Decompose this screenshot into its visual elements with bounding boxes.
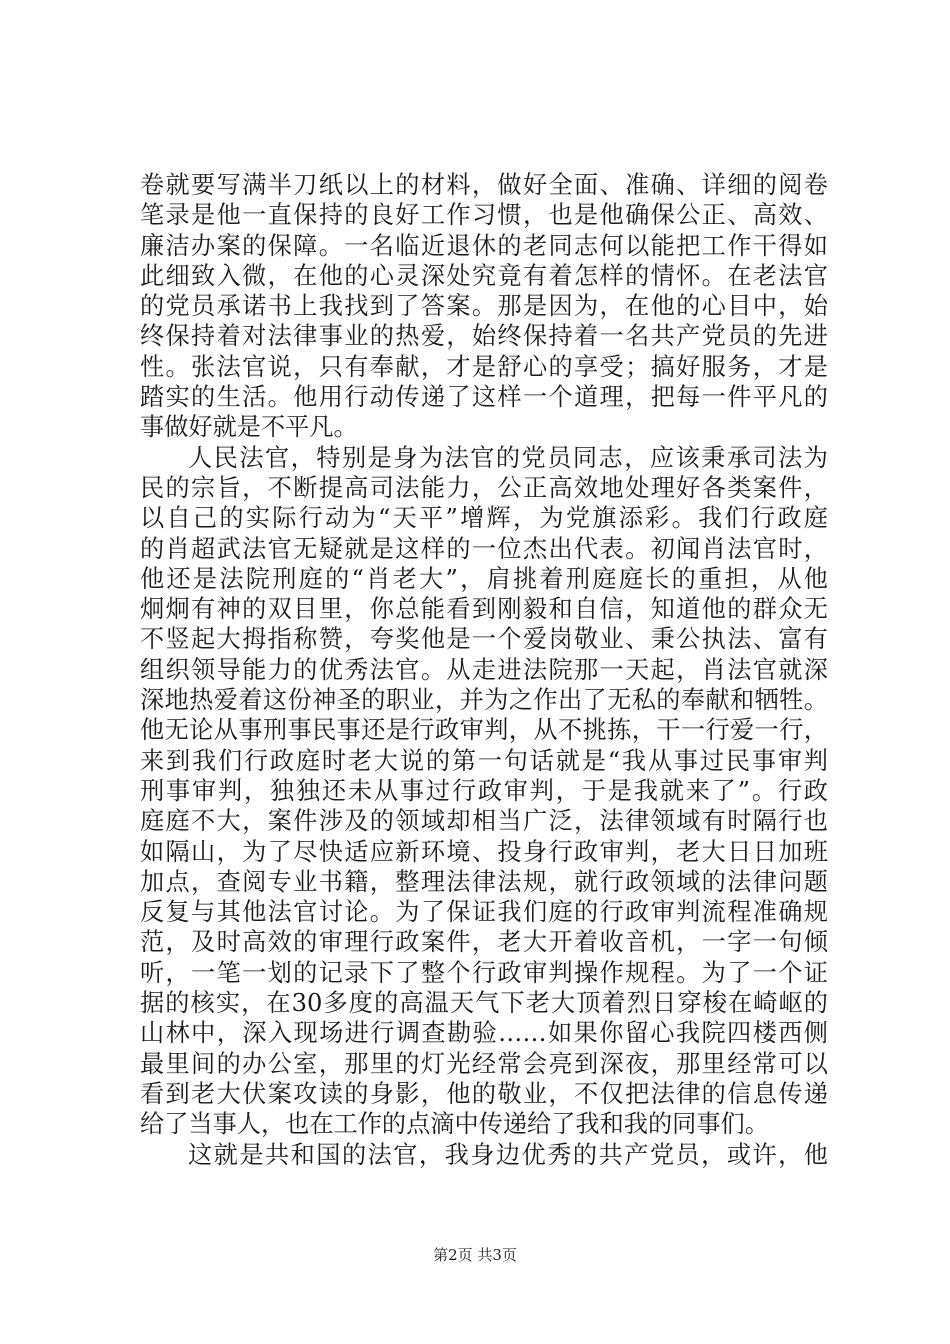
text-line: 据的核实，在30多度的高温天气下老大顶着烈日穿梭在崎岖的 bbox=[140, 989, 828, 1018]
text-line: 人民法官，特别是身为法官的党员同志，应该秉承司法为 bbox=[188, 443, 828, 472]
text-line: 这就是共和国的法官，我身边优秀的共产党员，或许，他 bbox=[188, 1140, 828, 1169]
text-line: 不竖起大拇指称赞，夸奖他是一个爱岗敬业、秉公执法、富有 bbox=[140, 625, 828, 654]
text-line: 听，一笔一划的记录下了整个行政审判操作规程。为了一个证 bbox=[140, 958, 828, 987]
page-number-label: 第2页 共3页 bbox=[433, 1246, 517, 1264]
text-line: 踏实的生活。他用行动传递了这样一个道理，把每一件平凡的 bbox=[140, 383, 828, 412]
text-line: 卷就要写满半刀纸以上的材料，做好全面、准确、详细的阅卷 bbox=[140, 171, 828, 199]
text-line: 加点，查阅专业书籍，整理法律法规，就行政领域的法律问题 bbox=[140, 867, 828, 896]
text-line: 终保持着对法律事业的热爱，始终保持着一名共产党员的先进 bbox=[140, 322, 828, 351]
text-line: 的党员承诺书上我找到了答案。那是因为，在他的心目中，始 bbox=[140, 292, 828, 321]
text-line: 廉洁办案的保障。一名临近退休的老同志何以能把工作干得如 bbox=[140, 231, 828, 260]
text-line: 给了当事人，也在工作的点滴中传递给了我和我的同事们。 bbox=[140, 1110, 769, 1139]
text-line: 范，及时高效的审理行政案件，老大开着收音机，一字一句倾 bbox=[140, 928, 828, 957]
text-line: 以自己的实际行动为“天平”增辉，为党旗添彩。我们行政庭 bbox=[140, 504, 828, 533]
text-line: 深地热爱着这份神圣的职业，并为之作出了无私的奉献和牺牲。 bbox=[140, 686, 828, 715]
text-line: 炯炯有神的双目里，你总能看到刚毅和自信，知道他的群众无 bbox=[140, 595, 828, 624]
text-line: 的肖超武法官无疑就是这样的一位杰出代表。初闻肖法官时， bbox=[140, 534, 828, 563]
text-line: 看到老大伏案攻读的身影，他的敬业，不仅把法律的信息传递 bbox=[140, 1079, 828, 1108]
text-line: 事做好就是不平凡。 bbox=[140, 413, 358, 442]
text-line: 他还是法院刑庭的“肖老大”，肩挑着刑庭庭长的重担，从他 bbox=[140, 564, 828, 593]
text-line: 组织领导能力的优秀法官。从走进法院那一天起，肖法官就深 bbox=[140, 655, 828, 684]
text-line: 反复与其他法官讨论。为了保证我们庭的行政审判流程准确规 bbox=[140, 898, 828, 927]
text-line: 庭庭不大，案件涉及的领域却相当广泛，法律领域有时隔行也 bbox=[140, 807, 828, 836]
text-line: 民的宗旨，不断提高司法能力，公正高效地处理好各类案件， bbox=[140, 473, 828, 502]
text-line: 笔录是他一直保持的良好工作习惯，也是他确保公正、高效、 bbox=[140, 201, 828, 230]
text-line: 如隔山，为了尽快适应新环境、投身行政审判，老大日日加班 bbox=[140, 837, 828, 866]
page-footer bbox=[0, 1244, 950, 1265]
text-line: 性。张法官说，只有奉献，才是舒心的享受；搞好服务，才是 bbox=[140, 352, 828, 381]
document-body bbox=[140, 170, 828, 1170]
text-line: 最里间的办公室，那里的灯光经常会亮到深夜，那里经常可以 bbox=[140, 1049, 828, 1078]
text-line: 山林中，深入现场进行调查勘验……如果你留心我院四楼西侧 bbox=[140, 1019, 828, 1048]
text-line: 来到我们行政庭时老大说的第一句话就是“我从事过民事审判 bbox=[140, 746, 828, 775]
text-line: 此细致入微，在他的心灵深处究竟有着怎样的情怀。在老法官 bbox=[140, 261, 828, 290]
text-line: 他无论从事刑事民事还是行政审判，从不挑拣，干一行爱一行， bbox=[140, 716, 828, 745]
text-line: 刑事审判，独独还未从事过行政审判，于是我就来了”。行政 bbox=[140, 776, 828, 805]
